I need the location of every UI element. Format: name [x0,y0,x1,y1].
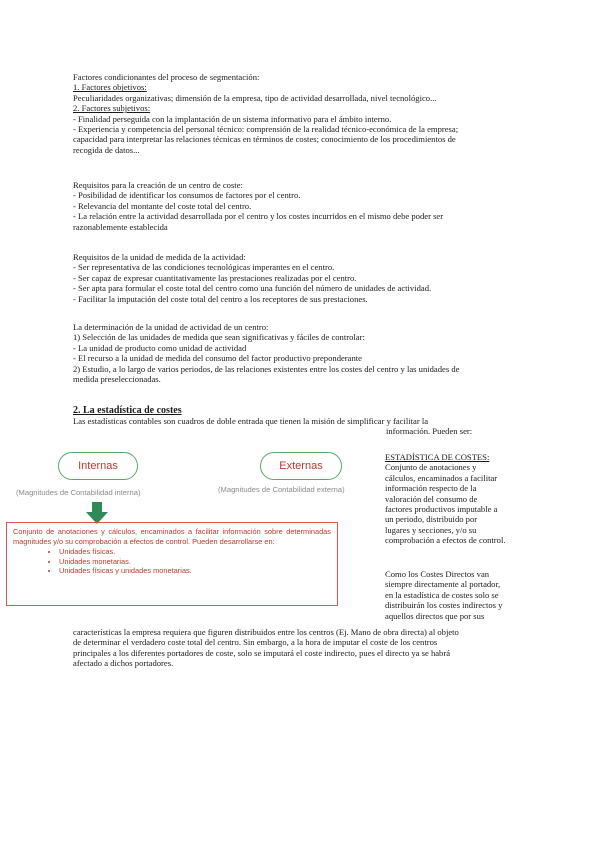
text-line: distribuirán los costes indirectos y [385,600,503,611]
list-item: • Unidades físicas. [59,547,331,557]
text-line: - Ser apta para formular el coste total del centro como una función del número de unidades de actividad. [73,283,432,294]
internas-description-box [6,522,338,606]
section-title: Factores condicionantes del proceso de segmentación: [73,72,260,82]
text-line: - Facilitar la imputación del coste total del centro a los receptores de sus prestaciones. [73,293,368,304]
activity-unit-determination-block [73,322,533,384]
text-line: - Finalidad perseguida con la implantación de un sistema informativo para el ámbito interno. [73,113,392,124]
text-line: Conjunto de anotaciones y [385,462,477,473]
text-line: aquellos directos que por sus [385,610,485,621]
text-line: información. Pueden ser: [386,426,473,437]
section-title: Requisitos de la unidad de medida de la actividad: [73,252,246,262]
closing-paragraph [73,627,533,669]
section-title: Requisitos para la creación de un centro de coste: [73,180,243,190]
cost-center-requirements-block [73,180,533,232]
text-line: Las estadísticas contables son cuadros de doble entrada que tienen la misión de simplificar y facilitar la [73,416,429,426]
text-line: - La relación entre la actividad desarrollada por el centro y los costes incurridos en el mismo debe poder ser [73,211,444,222]
direct-costs-paragraph [385,569,533,621]
text-line: 2) Estudio, a lo largo de varios periodos, de las relaciones existentes entre los costes del centro y las unidades de [73,363,460,374]
subjective-factors-heading: 2. Factores subjetivos: [73,103,151,114]
text-line: - Ser capaz de expresar cuantitativamente las prestaciones realizadas por el centro. [73,272,357,283]
text-line: lugares y secciones, y/o su [385,524,477,535]
sidebar-heading: ESTADÍSTICA DE COSTES: [385,452,490,462]
text-line: información respecto de la [385,483,477,494]
box-list [13,547,331,576]
objective-factors-heading: 1. Factores objetivos: [73,82,147,93]
objective-factors-text: Peculiaridades organizativas; dimensión de la empresa, tipo de actividad desarrollada, nivel tecnológico... [73,92,437,103]
text-line: cálculos, encaminados a facilitar [385,472,498,483]
text-line: Como los Costes Directos van [385,569,490,579]
text-line: - El recurso a la unidad de medida del consumo del factor productivo preponderante [73,353,362,364]
text-line: de determinar el verdadero coste total del centro. Sin embargo, a la hora de imputar el coste de los centros [73,637,438,648]
text-line: recogida de datos... [73,144,140,155]
text-line: - Posibilidad de identificar los consumos de factores por el centro. [73,190,301,201]
externas-pill: Externas [260,452,342,480]
cost-statistics-heading: 2. La estadística de costes [73,405,182,416]
text-line: - Ser representativa de las condiciones tecnológicas imperantes en el centro. [73,262,335,273]
externas-caption: (Magnitudes de Contabilidad externa) [218,485,345,494]
text-line: - La unidad de producto como unidad de actividad [73,342,247,353]
text-line: valoración del consumo de [385,493,478,504]
text-line: capacidad para interpretar las relaciones técnicas en términos de costes; conocimiento de los procedimientos de [73,134,456,145]
box-text: Conjunto de anotaciones y cálculos, encaminados a facilitar información sobre determinadas magnitudes y/o su comprobación a efectos de control. Pueden desarrollarse en: [13,527,331,546]
text-line: en la estadística de costes solo se [385,589,499,600]
internas-pill: Internas [58,452,138,480]
text-line: - Relevancia del montante del coste total del centro. [73,200,252,211]
text-line: factores productivos imputable a [385,504,498,515]
cost-statistics-definition [385,452,533,546]
down-arrow-icon [86,502,108,524]
text-line: afectado a dichos portadores. [73,658,174,669]
internas-caption: (Magnitudes de Contabilidad interna) [16,488,141,497]
text-line: un periodo, distribuido por [385,514,478,525]
text-line: principales a los diferentes portadores de coste, solo se imputará el coste indirecto, pues el directo ya se habrá [73,647,451,658]
text-line: siempre directamente al portador, [385,579,501,590]
segmentation-factors-block [73,72,533,155]
section-title: La determinación de la unidad de actividad de un centro: [73,322,269,332]
text-line: comprobación a efectos de control. [385,535,506,546]
activity-unit-requirements-block [73,252,533,304]
text-line: características la empresa requiera que figuren distribuidos entre los centros (Ej. Mano de obra directa) al objeto [73,627,459,637]
text-line: - Experiencia y competencia del personal técnico: comprensión de la realidad técnico-económica de la empresa; [73,124,459,135]
text-line: medida preseleccionadas. [73,374,161,385]
list-item: • Unidades físicas y unidades monetarias. [59,566,331,576]
list-item: • Unidades monetarias. [59,557,331,567]
text-line: razonablemente establecida [73,221,168,232]
text-line: 1) Selección de las unidades de medida que sean significativas y fáciles de controlar: [73,332,365,343]
cost-statistics-intro [73,416,533,437]
